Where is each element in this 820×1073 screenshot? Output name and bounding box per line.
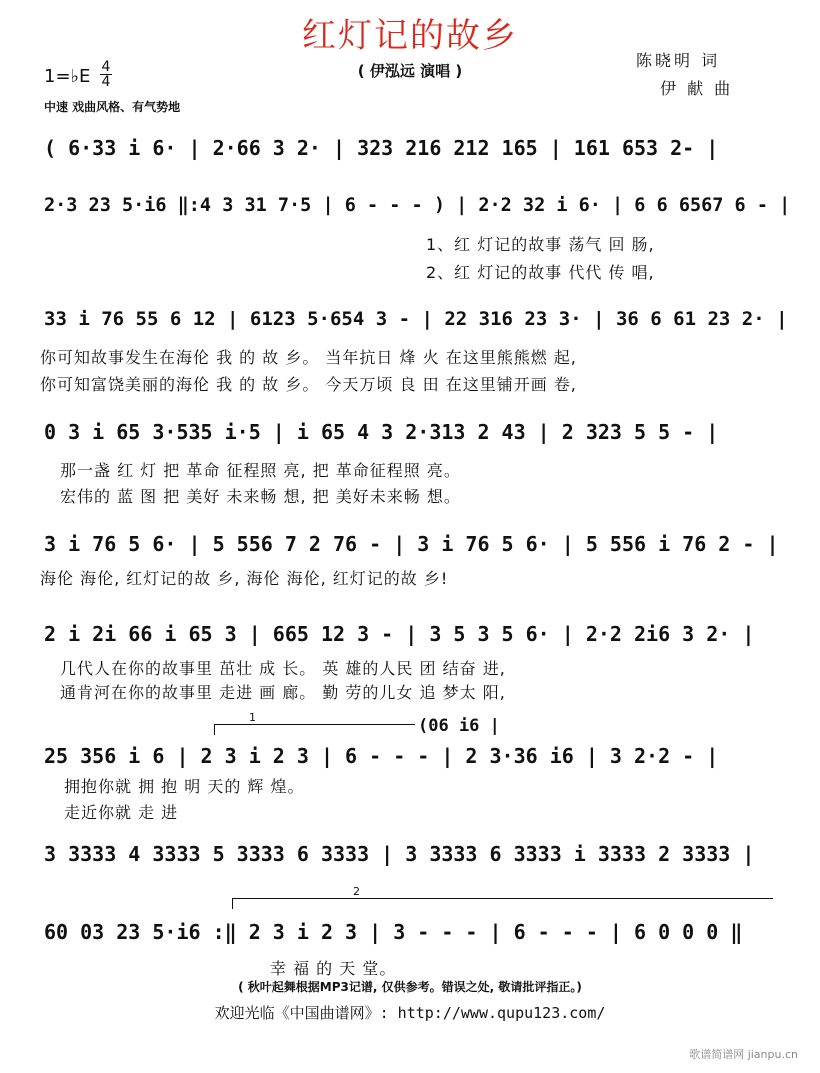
time-denominator: 4 [101,74,111,90]
volta-bracket-1 [214,711,415,735]
lyric-r4-verse1: 那一盏 红 灯 把 革命 征程照 亮, 把 革命征程照 亮。 [60,461,461,480]
score-row-7: 25 356 i 6 | 2 3 i 2 3 | 6 - - - | 2 3·36 i6 | 3 2·2 - | [44,744,719,768]
lyric-r9: 幸 福 的 天 堂。 [270,959,397,978]
lyric-r5: 海伦 海伦, 红灯记的故 乡, 海伦 海伦, 红灯记的故 乡! [40,569,449,588]
key-signature: 1=♭E [44,66,91,87]
time-numerator: 4 [101,59,111,75]
lyric-r7-verse2: 走近你就 走 进 [64,803,179,822]
lyric-r2-verse2: 2、红 灯记的故事 代代 传 唱, [426,263,655,282]
lyric-r3-verse2: 你可知富饶美丽的海伦 我 的 故 乡。 今天万顷 良 田 在这里铺开画 卷, [40,375,577,394]
score-row-3: 33 i 76 55 6 12 | 6123 5·654 3 - | 22 316 23 3· | 36 6 61 23 2· | [44,308,788,330]
lyric-r6-verse2: 通肯河在你的故事里 走进 画 廊。 勤 劳的儿女 追 梦太 阳, [60,683,506,702]
score-row-6: 2 i 2i 66 i 65 3 | 665 12 3 - | 3 5 3 5 6· | 2·2 2i6 3 2· | [44,622,755,646]
lyric-r2-verse1: 1、红 灯记的故事 荡气 回 肠, [426,235,655,254]
lyricist-credit: 陈晓明 词 [636,51,721,70]
score-row-5: 3 i 76 5 6· | 5 556 7 2 76 - | 3 i 76 5 6· | 5 556 i 76 2 - | [44,532,779,556]
performer: ( 伊泓远 演唱 ) [357,62,463,80]
song-title: 红灯记的故乡 [302,16,518,56]
lyric-r7-verse1: 拥抱你就 拥 抱 明 天的 辉 煌。 [64,777,305,796]
lyric-r4-verse2: 宏伟的 蓝 图 把 美好 未来畅 想, 把 美好未来畅 想。 [60,487,461,506]
score-row-2: 2·3 23 5·i6 ‖:4 3 31 7·5 | 6 - - - ) | 2·2 32 i 6· | 6 6 6567 6 - | [44,195,791,216]
score-row-8: 3 3333 4 3333 5 3333 6 3333 | 3 3333 6 3333 i 3333 2 3333 | [44,842,755,866]
score-row-4: 0 3 i 65 3·535 i·5 | i 65 4 3 2·313 2 43 | 2 323 5 5 - | [44,420,719,444]
volta-2-label: 2 [353,885,360,898]
composer-credit: 伊 献 曲 [660,79,734,98]
volta-bracket-2 [232,885,773,909]
score-row-1: ( 6·33 i 6· | 2·66 3 2· | 323 216 212 165 | 161 653 2- | [44,136,719,160]
transcription-note: ( 秋叶起舞根据MP3记谱, 仅供参考。错误之处, 敬请批评指正。) [238,980,582,994]
score-row-7-pickup: (06 i6 | [418,716,500,736]
watermark: 歌谱简谱网 jianpu.cn [689,1048,798,1061]
volta-1-label: 1 [249,711,256,724]
time-signature [100,60,112,89]
lyric-r3-verse1: 你可知故事发生在海伦 我 的 故 乡。 当年抗日 烽 火 在这里熊熊燃 起, [40,348,577,367]
lyric-r6-verse1: 几代人在你的故事里 茁壮 成 长。 英 雄的人民 团 结奋 进, [60,659,506,678]
score-row-9: 60 03 23 5·i6 :‖ 2 3 i 2 3 | 3 - - - | 6 - - - | 6 0 0 0 ‖ [44,920,743,944]
tempo-marking: 中速 戏曲风格、有气势地 [44,100,181,114]
site-welcome: 欢迎光临《中国曲谱网》: http://www.qupu123.com/ [214,1004,606,1022]
